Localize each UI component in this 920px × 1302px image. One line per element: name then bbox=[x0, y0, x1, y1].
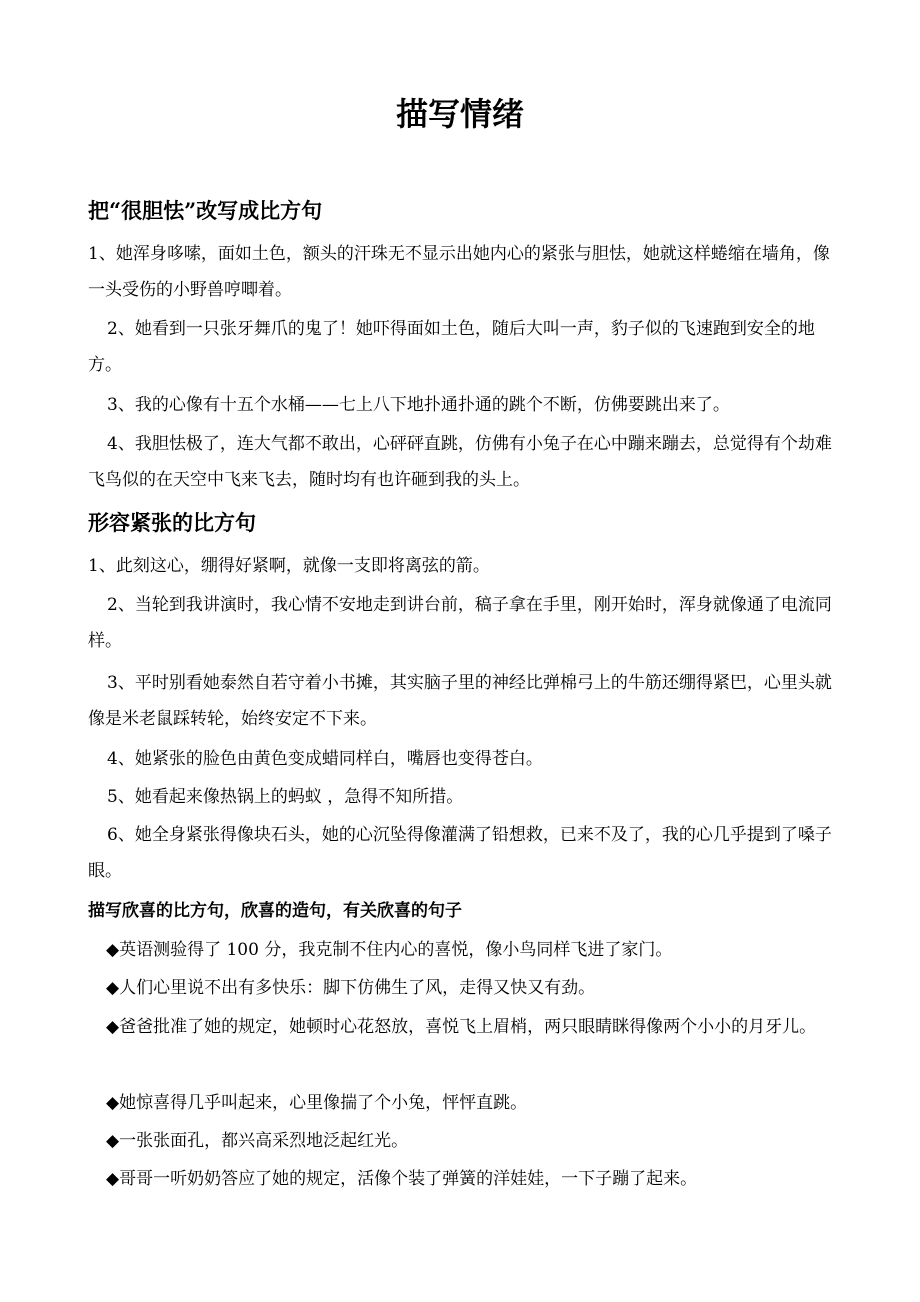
paragraph-joy-3: ◆爸爸批准了她的规定，她顿时心花怒放，喜悦飞上眉梢，两只眼睛眯得像两个小小的月牙儿。 bbox=[106, 1017, 817, 1037]
paragraph-nervous-1: 1、此刻这心，绷得好紧啊，就像一支即将离弦的箭。 bbox=[88, 556, 490, 576]
paragraph-joy-1: ◆英语测验得了 100 分，我克制不住内心的喜悦，像小鸟同样飞进了家门。 bbox=[106, 940, 673, 960]
paragraph-joy-6: ◆哥哥一听奶奶答应了她的规定，活像个装了弹簧的洋娃娃，一下子蹦了起来。 bbox=[106, 1169, 698, 1189]
document-title: 描写情绪 bbox=[395, 95, 524, 133]
paragraph-joy-2: ◆人们心里说不出有多快乐：脚下仿佛生了风，走得又快又有劲。 bbox=[106, 978, 596, 998]
section-heading-joy: 描写欣喜的比方句，欣喜的造句，有关欣喜的句子 bbox=[88, 901, 462, 921]
section-heading-nervous: 形容紧张的比方句 bbox=[88, 510, 256, 535]
paragraph-timid-2: 2、她看到一只张牙舞爪的鬼了！她吓得面如土色，随后大叫一声，豹子似的飞速跑到安全的地方。 bbox=[88, 319, 815, 375]
paragraph-nervous-2: 2、当轮到我讲演时，我心情不安地走到讲台前，稿子拿在手里，刚开始时，浑身就像通了电流同样。 bbox=[88, 595, 832, 651]
paragraph-nervous-3: 3、平时别看她泰然自若守着小书摊，其实脑子里的神经比弹棉弓上的牛筋还绷得紧巴，心里头就像是米老鼠踩转轮，始终安定不下来。 bbox=[88, 673, 832, 729]
section-heading-timid: 把“很胆怯”改写成比方句 bbox=[88, 198, 323, 223]
paragraph-nervous-6: 6、她全身紧张得像块石头，她的心沉坠得像灌满了铅想救，已来不及了，我的心几乎提到了嗓子眼。 bbox=[88, 825, 832, 881]
paragraph-timid-1: 1、她浑身哆嗦，面如土色，额头的汗珠无不显示出她内心的紧张与胆怯，她就这样蜷缩在墙角，像一头受伤的小野兽哼唧着。 bbox=[88, 244, 830, 300]
paragraph-nervous-5: 5、她看起来像热锅上的蚂蚁 ，急得不知所措。 bbox=[107, 787, 464, 807]
paragraph-joy-4: ◆她惊喜得几乎叫起来，心里像揣了个小兔，怦怦直跳。 bbox=[106, 1093, 528, 1113]
paragraph-nervous-4: 4、她紧张的脸色由黄色变成蜡同样白，嘴唇也变得苍白。 bbox=[107, 749, 543, 769]
paragraph-timid-4: 4、我胆怯极了，连大气都不敢出，心砰砰直跳，仿佛有小兔子在心中蹦来蹦去，总觉得有个劫难飞鸟似的在天空中飞来飞去，随时均有也许砸到我的头上。 bbox=[88, 434, 832, 490]
paragraph-joy-5: ◆一张张面孔，都兴高采烈地泛起红光。 bbox=[106, 1131, 409, 1151]
paragraph-timid-3: 3、我的心像有十五个水桶——七上八下地扑通扑通的跳个不断，仿佛要跳出来了。 bbox=[107, 395, 730, 415]
